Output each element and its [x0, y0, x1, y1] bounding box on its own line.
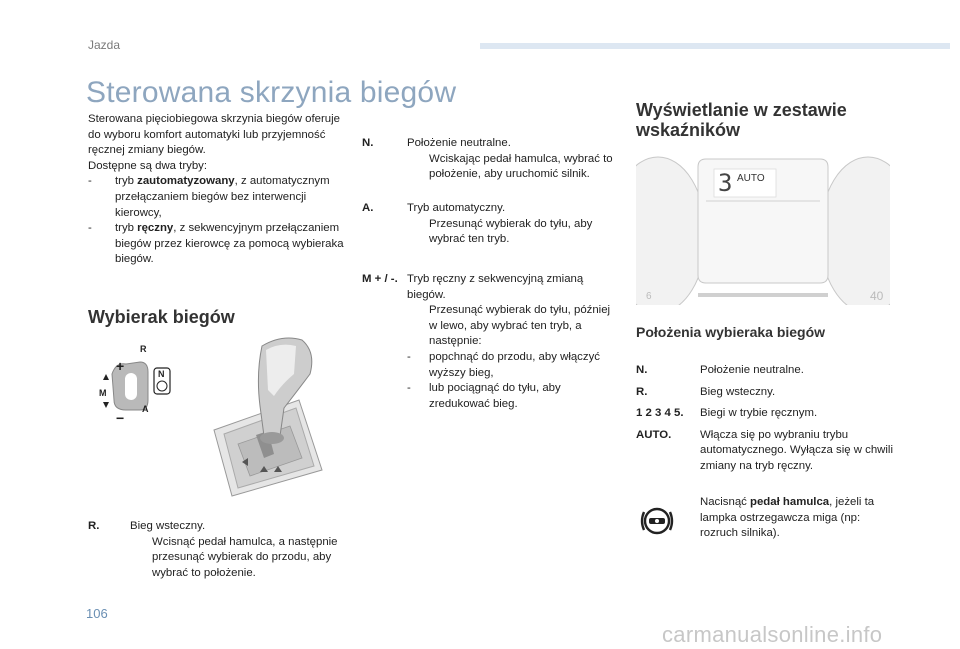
selector-heading: Wybierak biegów: [88, 307, 235, 327]
brake-warning-icon: [637, 501, 677, 541]
instrument-cluster-illustration: [636, 155, 890, 305]
warning-note: [612, 489, 900, 551]
mode-item-automatic: - tryb zautomatyzowany, z automatycznym przełączaniem biegów bez interwencji kierowcy,: [88, 175, 330, 219]
bullet-marker: [407, 152, 429, 183]
dial-left-number: 6: [646, 291, 652, 302]
gear-digit: 3: [718, 169, 733, 197]
gate-label-m: M: [99, 388, 107, 398]
bullet-marker: [130, 535, 152, 582]
page-number: 106: [86, 606, 108, 621]
reverse-definition: R. Bieg wsteczny. Wcisnąć pedał hamulca, a następnie przesunąć wybierak do przodu, aby wybrać to położenie.: [88, 519, 348, 581]
gate-label-plus: +: [116, 358, 125, 374]
gate-diagram: [92, 340, 182, 430]
position-row: R. Bieg wsteczny.: [636, 385, 776, 398]
position-row: N. Położenie neutralne.: [636, 364, 804, 376]
position-row: AUTO. Włącza się po wybraniu trybu automatycznego. Wyłącza się w chwili zmiany na tryb ręczny.: [636, 428, 893, 472]
watermark: carmanualsonline.info: [662, 622, 883, 647]
gear-mode: AUTO: [737, 173, 765, 184]
bullet-marker: [407, 303, 429, 350]
gate-label-a: A: [142, 404, 149, 414]
page-title: Sterowana skrzynia biegów: [86, 76, 457, 109]
mode-item-manual: - tryb ręczny, z sekwencyjnym przełączaniem biegów przez kierowcę za pomocą wybieraka biegów.: [88, 222, 344, 266]
section-bar: [480, 43, 950, 49]
positions-heading: Położenia wybieraka biegów: [636, 324, 826, 340]
warning-text: Nacisnąć pedał hamulca, jeżeli ta lampka ostrzegawcza miga (np: rozruch silnika).: [700, 496, 875, 540]
dial-right-number: 40: [870, 289, 884, 303]
display-heading: Wyświetlanie w zestawie wskaźników: [636, 100, 847, 140]
intro-text: [88, 112, 348, 268]
neutral-definition: N. Położenie neutralne. Wciskając pedał hamulca, wybrać to położenie, aby uruchomić silnik.: [362, 136, 620, 183]
bullet-marker: [407, 217, 429, 248]
bullet-marker: [678, 495, 700, 542]
intro-paragraph: Sterowana pięciobiegowa skrzynia biegów oferuje do wyboru komfort automatyki lub przyjemność ręcznej zmiany biegów.: [88, 113, 341, 157]
gate-label-r: R: [140, 344, 147, 354]
position-row: 1 2 3 4 5. Biegi w trybie ręcznym.: [636, 407, 818, 420]
section-label: Jazda: [88, 38, 121, 52]
manual-definition: M + / -. Tryb ręczny z sekwencyjną zmianą biegów. Przesunąć wybierak do tyłu, później w lewo, aby wybrać ten tryb, a następnie: - popchnąć do przodu, aby włączyć wyższy bieg, - lub pociągnąć do tyłu, aby zredukować bieg.: [362, 273, 611, 410]
gate-label-minus: −: [116, 410, 125, 426]
gate-label-n: N: [158, 369, 165, 379]
positions-list: [636, 363, 906, 475]
intro-modes-lead: Dostępne są dwa tryby:: [88, 159, 208, 172]
auto-definition: A. Tryb automatyczny. Przesunąć wybierak do tyłu, aby wybrać ten tryb.: [362, 201, 620, 248]
gear-lever-illustration: [194, 330, 329, 500]
